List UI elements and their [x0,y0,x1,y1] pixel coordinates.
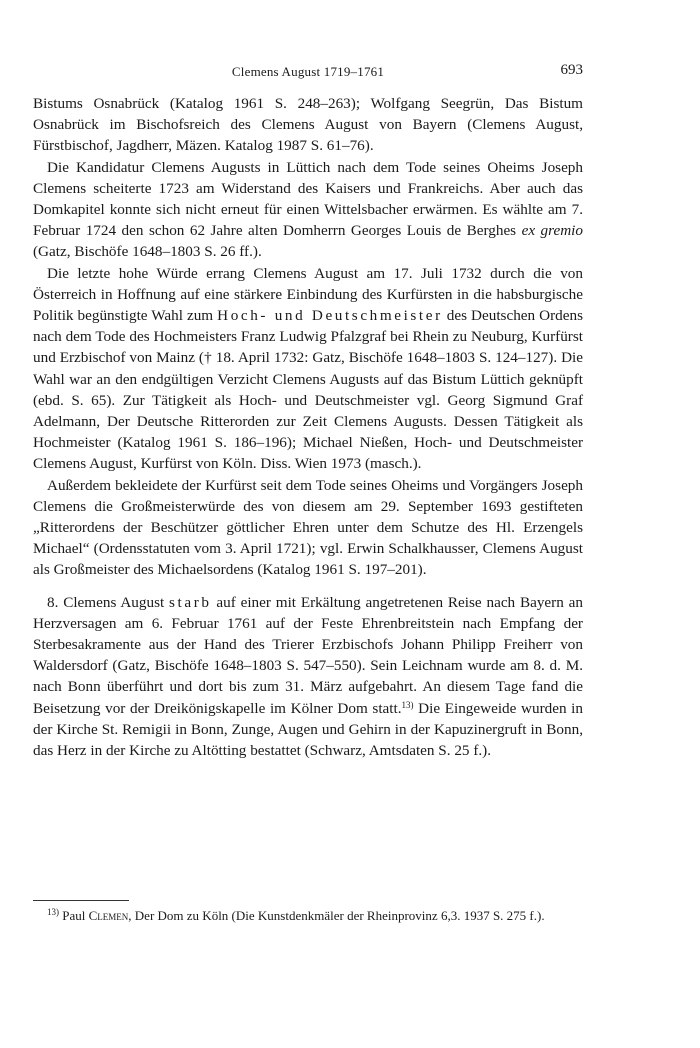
page-number: 693 [560,62,583,78]
author-name: Clemen [88,908,129,923]
spaced-emphasis: Hoch- und Deutschmeister [217,307,443,325]
spaced-emphasis: starb [169,593,212,611]
footnote-ref: 13) [401,699,414,710]
footnote-13: $^{13)}$ Paul Clemen, Der Dom zu Köln (Die Kunstdenkmäler der Rheinprovinz 6,3. 1937 S. 275 f.). [47,907,545,923]
running-title: Clemens August 1719–1761 [231,64,385,79]
paragraph-luettich: Die Kandidatur Clemens Augusts in Lüttich nach dem Tode seines Oheims Joseph Clemens scheiterte 1723 am Widerstand des Kaisers und Frankreichs. Aber auch das Domkapitel konnte sich nicht erneut für einen Wittelsbacher erwärmen. Es wählte am 7. Februar 1724 den schon 62 Jahre alten Domherrn Georges Louis de Berghes ex gremio (Gatz, Bischöfe 1648–1803 S. 26 ff.). [33,158,583,261]
body-text [33,93,583,761]
paragraph-death: 8. Clemens August starb auf einer mit Erkältung angetretenen Reise nach Bayern an Herzversagen am 6. Februar 1761 auf der Feste Ehrenbreitstein nach Empfang der Sterbesakramente aus der Hand des Trierer Erzbischofs Johann Philipp Freiherr von Waldersdorf (Gatz, Bischöfe 1648–1803 S. 547–550). Sein Leichnam wurde am 8. d. M. nach Bonn überführt und dort bis zum 31. März aufgebahrt. An diesem Tage fand die Beisetzung vor der Dreikönigskapelle im Kölner Dom statt.$^{13)}$ Die Eingeweide wurden in der Kirche St. Remigii in Bonn, Zunge, Augen und Gehirn in der Kapuzinergruft in Bonn, das Herz in der Kirche zu Altötting bestattet (Schwarz, Amtsdaten S. 25 f.). [33,593,583,760]
footnote-rule [33,900,129,901]
footnote-ref: 13) [47,907,59,917]
paragraph-deutschmeister: Die letzte hohe Würde errang Clemens August am 17. Juli 1732 durch die von Österreich in Hoffnung auf eine stärkere Einbindung des Kurfürsten in die habsburgische Politik begünstigte Wahl zum Hoch- und Deutschmeister des Deutschen Ordens nach dem Tode des Hochmeisters Franz Ludwig Pfalzgraf bei Rhein zu Neuburg, Kurfürst und Erzbischof von Mainz († 18. April 1732: Gatz, Bischöfe 1648–1803 S. 124–127). Die Wahl war an den endgültigen Verzicht Clemens Augusts auf das Bistum Lüttich geknüpft (ebd. S. 65). Zur Tätigkeit als Hoch- und Deutschmeister vgl. Georg Sigmund Graf Adelmann, Der Deutsche Ritterorden zur Zeit Clemens Augusts. Dessen Tätigkeit als Hochmeister (Katalog 1961 S. 186–196); Michael Nießen, Hoch- und Deutschmeister Clemens August, Kurfürst von Köln. Diss. Wien 1973 (masch.). [33,264,584,473]
paragraph-michaelsorden: Außerdem bekleidete der Kurfürst seit dem Tode seines Oheims und Vorgängers Joseph Clemens die Großmeisterwürde des von diesem am 29. September 1693 gestifteten „Ritterordens der Beschützer göttlicher Ehren unter dem Schutze des Hl. Erzengels Michael“ (Ordensstatuten vom 3. April 1721); vgl. Erwin Schalkhausser, Clemens August als Großmeister des Michaelsordens (Katalog 1961 S. 197–201). [33,476,583,579]
paragraph-continuation: Bistums Osnabrück (Katalog 1961 S. 248–263); Wolfgang Seegrün, Das Bistum Osnabrück im Bischofsreich des Clemens August von Bayern (Clemens August, Fürstbischof, Jagdherr, Mäzen. Katalog 1987 S. 61–76). [33,95,583,155]
footnotes [33,907,583,925]
page-header [33,62,583,82]
italic-text: ex gremio [521,222,583,240]
